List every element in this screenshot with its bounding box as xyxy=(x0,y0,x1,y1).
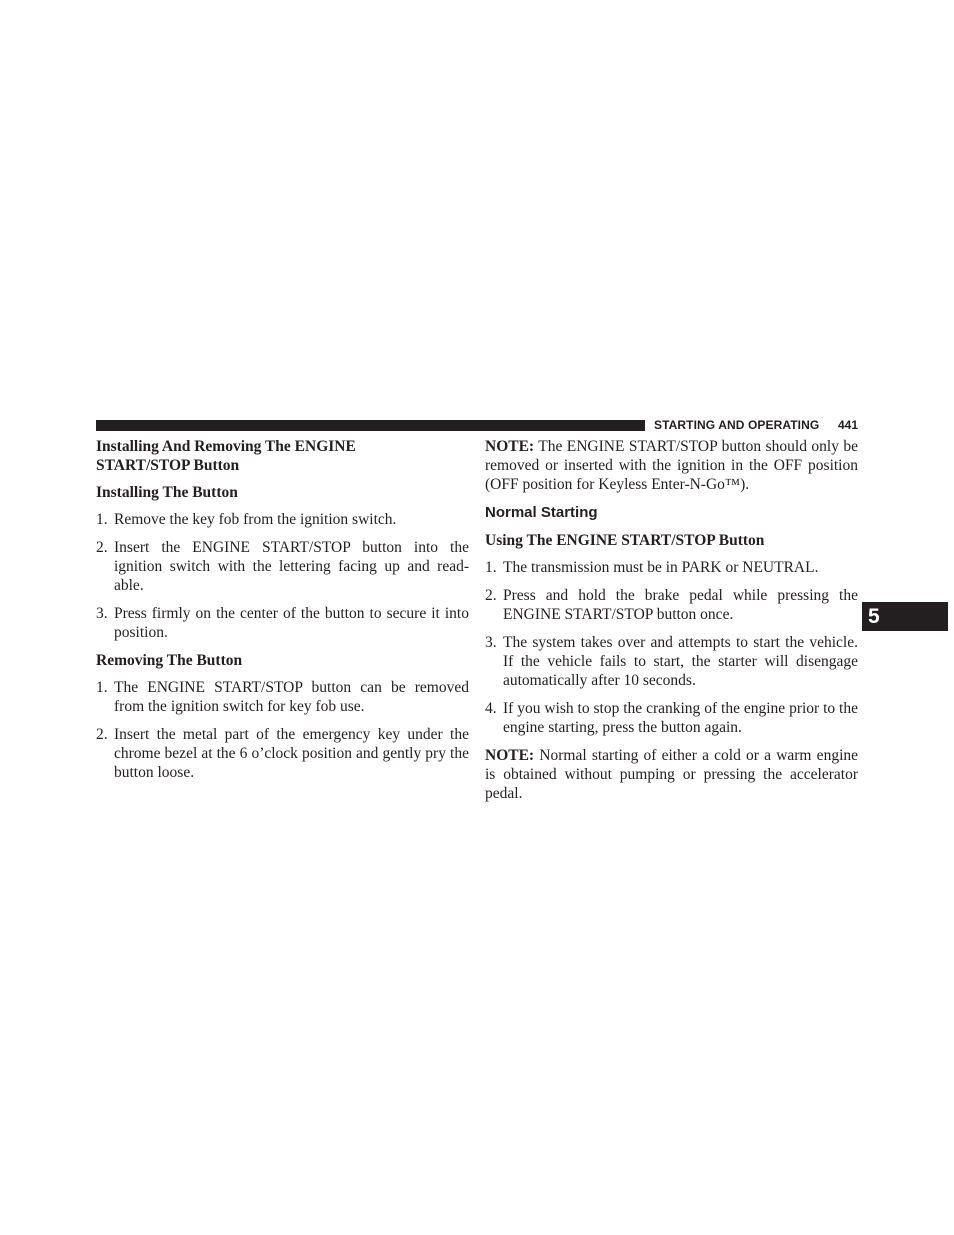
left-column xyxy=(96,437,469,791)
step-number: 2. xyxy=(485,587,497,604)
using-button-heading: Using The ENGINE START/STOP Button xyxy=(485,532,765,549)
step-number: 2. xyxy=(96,726,108,743)
running-header-section: STARTING AND OPERATING xyxy=(654,418,820,432)
note-label: NOTE: xyxy=(485,747,535,764)
step-text: The ENGINE START/STOP button can be removed from the ignition switch for key fob use. xyxy=(114,679,469,715)
removing-steps xyxy=(96,678,469,782)
step-number: 1. xyxy=(485,559,497,576)
note-label: NOTE: xyxy=(485,438,535,455)
installing-heading: Installing The Button xyxy=(96,484,238,501)
list-item xyxy=(96,678,469,716)
step-text: Press and hold the brake pedal while pressing the ENGINE START/STOP button once. xyxy=(503,587,858,623)
step-text: The transmission must be in PARK or NEUTRAL. xyxy=(503,559,819,576)
note-paragraph xyxy=(485,437,858,494)
step-text: Insert the ENGINE START/STOP button into the ignition switch with the lettering facing up and read-able. xyxy=(114,539,469,594)
list-item xyxy=(96,538,469,595)
chapter-tab: 5 xyxy=(862,602,948,631)
section-title xyxy=(96,437,469,475)
note-text: The ENGINE START/STOP button should only be removed or inserted with the ignition in the OFF position (OFF position for Keyless Enter-N-Go™). xyxy=(485,438,858,493)
step-number: 2. xyxy=(96,539,108,556)
step-number: 3. xyxy=(485,634,497,651)
starting-steps xyxy=(485,558,858,737)
step-text: Press firmly on the center of the button to secure it into position. xyxy=(114,605,469,641)
section-title-line2: START/STOP Button xyxy=(96,457,240,474)
note-text: Normal starting of either a cold or a warm engine is obtained without pumping or pressing the accelerator pedal. xyxy=(485,747,858,802)
list-item xyxy=(96,510,469,529)
installing-steps xyxy=(96,510,469,642)
step-text: Insert the metal part of the emergency key under the chrome bezel at the 6 o’clock position and gently pry the button loose. xyxy=(114,726,469,781)
list-item xyxy=(96,725,469,782)
normal-starting-heading: Normal Starting xyxy=(485,504,598,521)
step-text: The system takes over and attempts to start the vehicle. If the vehicle fails to start, the starter will disengage automatically after 10 seconds. xyxy=(503,634,858,689)
list-item xyxy=(485,558,858,577)
list-item xyxy=(485,633,858,690)
header-rule-bar xyxy=(96,420,645,431)
list-item xyxy=(485,586,858,624)
right-column xyxy=(485,437,858,812)
removing-heading: Removing The Button xyxy=(96,652,243,669)
step-number: 1. xyxy=(96,679,108,696)
page-number: 441 xyxy=(838,418,859,432)
step-number: 3. xyxy=(96,605,108,622)
list-item xyxy=(485,699,858,737)
list-item xyxy=(96,604,469,642)
step-text: If you wish to stop the cranking of the engine prior to the engine starting, press the button again. xyxy=(503,700,858,736)
step-number: 1. xyxy=(96,511,108,528)
note-paragraph xyxy=(485,746,858,803)
step-text: Remove the key fob from the ignition switch. xyxy=(114,511,397,528)
step-number: 4. xyxy=(485,700,497,717)
section-title-line1: Installing And Removing The ENGINE xyxy=(96,438,356,455)
